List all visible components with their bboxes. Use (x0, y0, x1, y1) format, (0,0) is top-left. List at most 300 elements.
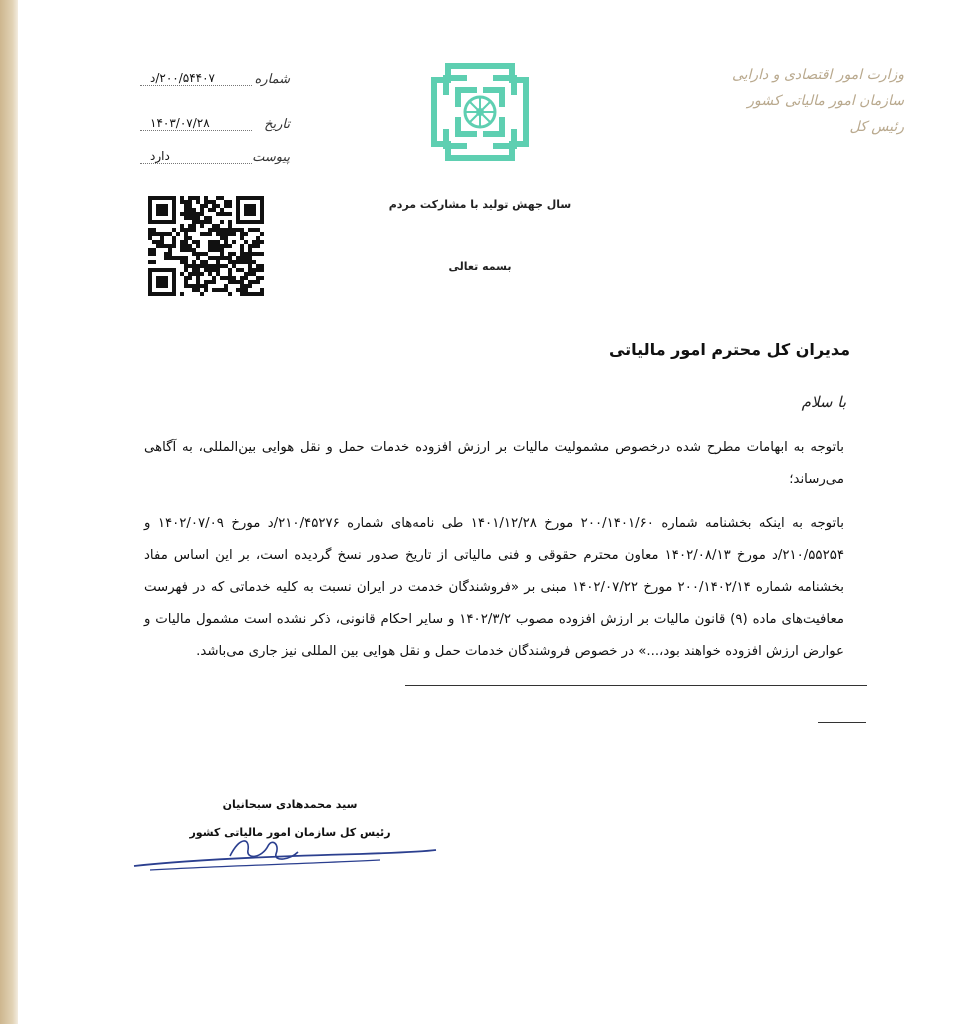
qr-module (244, 252, 248, 256)
qr-module (184, 208, 188, 212)
qr-module (196, 216, 200, 220)
qr-module (204, 288, 208, 292)
qr-module (184, 276, 188, 280)
attachment-row (140, 150, 290, 170)
qr-module (252, 272, 256, 276)
qr-module (164, 256, 168, 260)
date-dotted-line (140, 130, 252, 131)
qr-module (152, 252, 156, 256)
qr-module (220, 252, 224, 256)
qr-module (180, 240, 184, 244)
qr-module (244, 276, 248, 280)
qr-module (216, 288, 220, 292)
qr-module (228, 268, 232, 272)
qr-module (184, 200, 188, 204)
qr-module (208, 256, 212, 260)
qr-module (240, 260, 244, 264)
attachment-value: دارد (150, 149, 170, 163)
qr-module (224, 276, 228, 280)
qr-module (200, 220, 204, 224)
qr-module (188, 212, 192, 216)
qr-module (256, 252, 260, 256)
qr-module (208, 272, 212, 276)
qr-module (248, 228, 252, 232)
qr-module (208, 264, 212, 268)
ministry-line-1: وزارت امور اقتصادی و دارایی (731, 67, 904, 83)
ministry-line-2: سازمان امور مالیاتی کشور (747, 93, 904, 109)
qr-module (192, 284, 196, 288)
qr-module (260, 240, 264, 244)
paragraph-intro: باتوجه به ابهامات مطرح شده درخصوص مشمولیت مالیات بر ارزش افزوده خدمات حمل و نقل هوایی بین‌المللی، به آگاهی می‌رساند؛ (144, 440, 844, 487)
qr-module (228, 280, 232, 284)
qr-module (220, 276, 224, 280)
qr-module (248, 264, 252, 268)
qr-module (212, 288, 216, 292)
signer-name: سید محمدهادی سبحانیان (222, 798, 358, 811)
qr-module (256, 276, 260, 280)
qr-module (192, 268, 196, 272)
qr-module (208, 220, 212, 224)
qr-module (216, 264, 220, 268)
qr-module (220, 220, 224, 224)
letter-date: ۱۴۰۳/۰۷/۲۸ (150, 116, 210, 130)
qr-module (172, 256, 176, 260)
qr-module (220, 256, 224, 260)
qr-module (240, 268, 244, 272)
qr-module (184, 264, 188, 268)
qr-module (240, 276, 244, 280)
qr-module (240, 288, 244, 292)
qr-module (216, 228, 220, 232)
qr-module (180, 244, 184, 248)
qr-module (196, 252, 200, 256)
qr-module (192, 196, 196, 200)
qr-module (196, 280, 200, 284)
signer-title: رئیس کل سازمان امور مالیاتی کشور (189, 826, 391, 839)
qr-module (196, 284, 200, 288)
qr-module (224, 264, 228, 268)
qr-module (216, 224, 220, 228)
qr-module (196, 200, 200, 204)
qr-module (204, 264, 208, 268)
qr-module (212, 240, 216, 244)
qr-module (204, 280, 208, 284)
qr-finder (156, 276, 168, 288)
qr-module (228, 244, 232, 248)
qr-module (216, 260, 220, 264)
page-edge (0, 0, 18, 1024)
qr-module (208, 200, 212, 204)
qr-module (256, 228, 260, 232)
qr-module (236, 280, 240, 284)
qr-module (252, 252, 256, 256)
qr-module (220, 236, 224, 240)
qr-module (188, 276, 192, 280)
ministry-header (694, 62, 904, 140)
qr-module (168, 244, 172, 248)
qr-module (244, 272, 248, 276)
qr-module (208, 240, 212, 244)
qr-module (232, 252, 236, 256)
qr-module (208, 280, 212, 284)
qr-module (188, 216, 192, 220)
qr-module (256, 292, 260, 296)
attachment-dotted-line (140, 163, 252, 164)
qr-module (196, 256, 200, 260)
qr-module (256, 264, 260, 268)
qr-module (224, 284, 228, 288)
qr-module (180, 256, 184, 260)
qr-module (248, 292, 252, 296)
qr-module (180, 228, 184, 232)
qr-module (184, 268, 188, 272)
qr-module (216, 240, 220, 244)
qr-module (248, 248, 252, 252)
qr-module (156, 244, 160, 248)
qr-module (216, 232, 220, 236)
qr-module (180, 224, 184, 228)
qr-module (260, 292, 264, 296)
qr-module (208, 216, 212, 220)
qr-module (240, 280, 244, 284)
qr-module (148, 232, 152, 236)
number-label: شماره (254, 72, 290, 87)
qr-module (252, 260, 256, 264)
salutation: با سلام (801, 393, 846, 411)
qr-module (248, 284, 252, 288)
qr-module (228, 260, 232, 264)
qr-module (220, 264, 224, 268)
qr-module (224, 244, 228, 248)
qr-module (216, 272, 220, 276)
qr-module (188, 204, 192, 208)
qr-module (184, 204, 188, 208)
qr-module (228, 292, 232, 296)
underline-mark-2 (818, 722, 866, 723)
qr-module (240, 252, 244, 256)
ministry-line-3: رئیس کل (849, 119, 904, 135)
qr-module (252, 292, 256, 296)
qr-module (212, 268, 216, 272)
qr-module (228, 276, 232, 280)
qr-module (196, 268, 200, 272)
qr-module (164, 244, 168, 248)
qr-module (256, 236, 260, 240)
qr-module (212, 224, 216, 228)
qr-module (240, 228, 244, 232)
qr-module (204, 216, 208, 220)
qr-module (224, 236, 228, 240)
qr-module (212, 276, 216, 280)
qr-module (192, 264, 196, 268)
qr-module (228, 220, 232, 224)
qr-module (260, 252, 264, 256)
qr-module (232, 240, 236, 244)
qr-module (196, 288, 200, 292)
qr-module (192, 220, 196, 224)
qr-module (196, 276, 200, 280)
qr-module (216, 212, 220, 216)
qr-module (192, 216, 196, 220)
qr-module (216, 256, 220, 260)
qr-module (236, 268, 240, 272)
qr-module (200, 212, 204, 216)
qr-module (212, 208, 216, 212)
qr-module (180, 212, 184, 216)
qr-module (244, 288, 248, 292)
qr-module (196, 196, 200, 200)
qr-module (180, 196, 184, 200)
qr-module (220, 248, 224, 252)
qr-module (260, 264, 264, 268)
qr-module (256, 244, 260, 248)
qr-module (228, 200, 232, 204)
qr-module (248, 256, 252, 260)
qr-module (208, 208, 212, 212)
qr-module (232, 280, 236, 284)
qr-module (168, 252, 172, 256)
qr-module (260, 276, 264, 280)
qr-module (172, 244, 176, 248)
qr-module (208, 268, 212, 272)
qr-module (188, 244, 192, 248)
qr-module (232, 276, 236, 280)
qr-module (252, 228, 256, 232)
qr-module (192, 208, 196, 212)
qr-module (184, 236, 188, 240)
qr-module (184, 216, 188, 220)
qr-module (240, 236, 244, 240)
qr-module (180, 248, 184, 252)
qr-module (204, 252, 208, 256)
qr-module (192, 248, 196, 252)
number-dotted-line (140, 85, 252, 86)
basmala: بسمه تعالی (448, 260, 512, 273)
qr-module (228, 256, 232, 260)
qr-module (252, 268, 256, 272)
qr-module (260, 232, 264, 236)
qr-module (168, 232, 172, 236)
year-slogan: سال جهش تولید با مشارکت مردم (388, 198, 572, 211)
qr-module (200, 224, 204, 228)
qr-module (216, 196, 220, 200)
qr-module (184, 248, 188, 252)
letter-date-row (140, 117, 290, 137)
qr-module (188, 200, 192, 204)
qr-module (228, 228, 232, 232)
qr-module (148, 248, 152, 252)
qr-module (176, 256, 180, 260)
qr-module (216, 244, 220, 248)
qr-module (232, 260, 236, 264)
qr-module (204, 196, 208, 200)
qr-module (256, 280, 260, 284)
qr-module (220, 208, 224, 212)
qr-module (200, 284, 204, 288)
qr-module (244, 292, 248, 296)
qr-module (244, 284, 248, 288)
qr-module (232, 228, 236, 232)
qr-module (188, 208, 192, 212)
qr-module (168, 248, 172, 252)
qr-module (192, 228, 196, 232)
qr-module (224, 288, 228, 292)
qr-module (204, 220, 208, 224)
qr-module (252, 240, 256, 244)
qr-module (236, 260, 240, 264)
paragraph-main: باتوجه به اینکه بخشنامه شماره ۲۰۰/۱۴۰۱/۶۰ مورخ ۱۴۰۱/۱۲/۲۸ طی نامه‌های شماره ۲۱۰/۴۵۲۷۶/د مورخ ۱۴۰۲/۰۷/۰۹ و ۲۱۰/۵۵۲۵۴/د مورخ ۱۴۰۲/۰۸/۱۳ معاون محترم حقوقی و فنی مالیاتی از تاریخ صدور نسخ گردیده است، بر این اساس مفاد بخشنامه شماره ۲۰۰/۱۴۰۲/۱۴ مورخ ۱۴۰۲/۰۷/۲۲ مبنی بر «فروشندگان خدمت در ایران نسبت به کلیه خدماتی که در فهرست معافیت‌های ماده (۹) قانون مالیات بر ارزش افزوده مصوب ۱۴۰۲/۳/۲ و سایر احکام قانونی، ذکر نشده است مشمول مالیات و عوارض ارزش افزوده خواهند بود،...» در خصوص فروشندگان خدمات حمل و نقل هوایی بین المللی نیز جاری می‌باشد. (144, 516, 845, 659)
qr-module (228, 272, 232, 276)
qr-module (224, 232, 228, 236)
qr-module (184, 244, 188, 248)
qr-module (208, 228, 212, 232)
qr-module (236, 228, 240, 232)
qr-module (184, 228, 188, 232)
qr-module (168, 256, 172, 260)
qr-module (248, 280, 252, 284)
qr-module (216, 248, 220, 252)
qr-module (204, 232, 208, 236)
underline-mark-1 (405, 685, 867, 686)
qr-module (200, 252, 204, 256)
qr-module (200, 260, 204, 264)
qr-module (184, 280, 188, 284)
qr-module (192, 212, 196, 216)
qr-module (228, 232, 232, 236)
qr-module (192, 260, 196, 264)
qr-module (248, 272, 252, 276)
qr-module (196, 244, 200, 248)
qr-module (220, 244, 224, 248)
qr-module (188, 248, 192, 252)
qr-module (212, 204, 216, 208)
qr-module (180, 260, 184, 264)
qr-module (252, 244, 256, 248)
qr-module (248, 252, 252, 256)
qr-module (208, 244, 212, 248)
qr-module (224, 256, 228, 260)
qr-module (224, 200, 228, 204)
qr-module (224, 228, 228, 232)
qr-module (200, 272, 204, 276)
qr-module (212, 200, 216, 204)
qr-module (152, 228, 156, 232)
qr-module (156, 232, 160, 236)
qr-module (160, 240, 164, 244)
qr-module (148, 236, 152, 240)
qr-module (148, 260, 152, 264)
qr-module (212, 248, 216, 252)
qr-module (216, 268, 220, 272)
qr-module (188, 196, 192, 200)
qr-module (228, 204, 232, 208)
qr-module (256, 268, 260, 272)
qr-module (184, 260, 188, 264)
date-label: تاریخ (264, 117, 290, 132)
qr-module (172, 240, 176, 244)
qr-module (240, 256, 244, 260)
qr-module (196, 212, 200, 216)
qr-module (224, 204, 228, 208)
qr-module (256, 240, 260, 244)
qr-module (232, 232, 236, 236)
qr-module (176, 232, 180, 236)
qr-module (224, 212, 228, 216)
qr-module (164, 232, 168, 236)
qr-module (260, 288, 264, 292)
qr-module (196, 240, 200, 244)
qr-module (188, 264, 192, 268)
qr-module (232, 264, 236, 268)
qr-module (192, 224, 196, 228)
qr-module (180, 200, 184, 204)
qr-module (240, 292, 244, 296)
qr-module (244, 240, 248, 244)
qr-module (212, 256, 216, 260)
qr-module (228, 224, 232, 228)
qr-module (196, 264, 200, 268)
qr-module (160, 244, 164, 248)
letter-number-row (140, 72, 290, 92)
qr-module (200, 204, 204, 208)
qr-module (224, 240, 228, 244)
qr-module (172, 228, 176, 232)
recipient-line: مدیران کل محترم امور مالیاتی (608, 340, 850, 359)
qr-module (188, 236, 192, 240)
qr-module (184, 240, 188, 244)
qr-module (152, 232, 156, 236)
qr-module (204, 284, 208, 288)
qr-module (188, 224, 192, 228)
qr-finder (156, 204, 168, 216)
letter-number: ۲۰۰/۵۴۴۰۷/د (150, 71, 215, 85)
qr-module (184, 284, 188, 288)
qr-module (220, 196, 224, 200)
qr-module (240, 248, 244, 252)
qr-module (184, 212, 188, 216)
qr-module (212, 228, 216, 232)
qr-module (200, 292, 204, 296)
qr-module (160, 232, 164, 236)
qr-module (184, 256, 188, 260)
qr-module (244, 260, 248, 264)
qr-module (152, 248, 156, 252)
qr-module (236, 256, 240, 260)
qr-module (236, 288, 240, 292)
qr-module (196, 272, 200, 276)
qr-module (220, 228, 224, 232)
qr-module (240, 284, 244, 288)
qr-module (164, 252, 168, 256)
qr-module (192, 288, 196, 292)
qr-module (204, 268, 208, 272)
qr-code-icon[interactable] (148, 196, 264, 296)
qr-module (188, 284, 192, 288)
qr-module (220, 288, 224, 292)
qr-module (180, 272, 184, 276)
qr-module (212, 264, 216, 268)
qr-module (212, 280, 216, 284)
handwritten-signature-icon (130, 816, 440, 876)
qr-module (248, 260, 252, 264)
qr-module (208, 232, 212, 236)
qr-module (192, 240, 196, 244)
qr-module (244, 232, 248, 236)
qr-module (240, 244, 244, 248)
qr-module (192, 252, 196, 256)
qr-module (196, 220, 200, 224)
qr-module (148, 228, 152, 232)
